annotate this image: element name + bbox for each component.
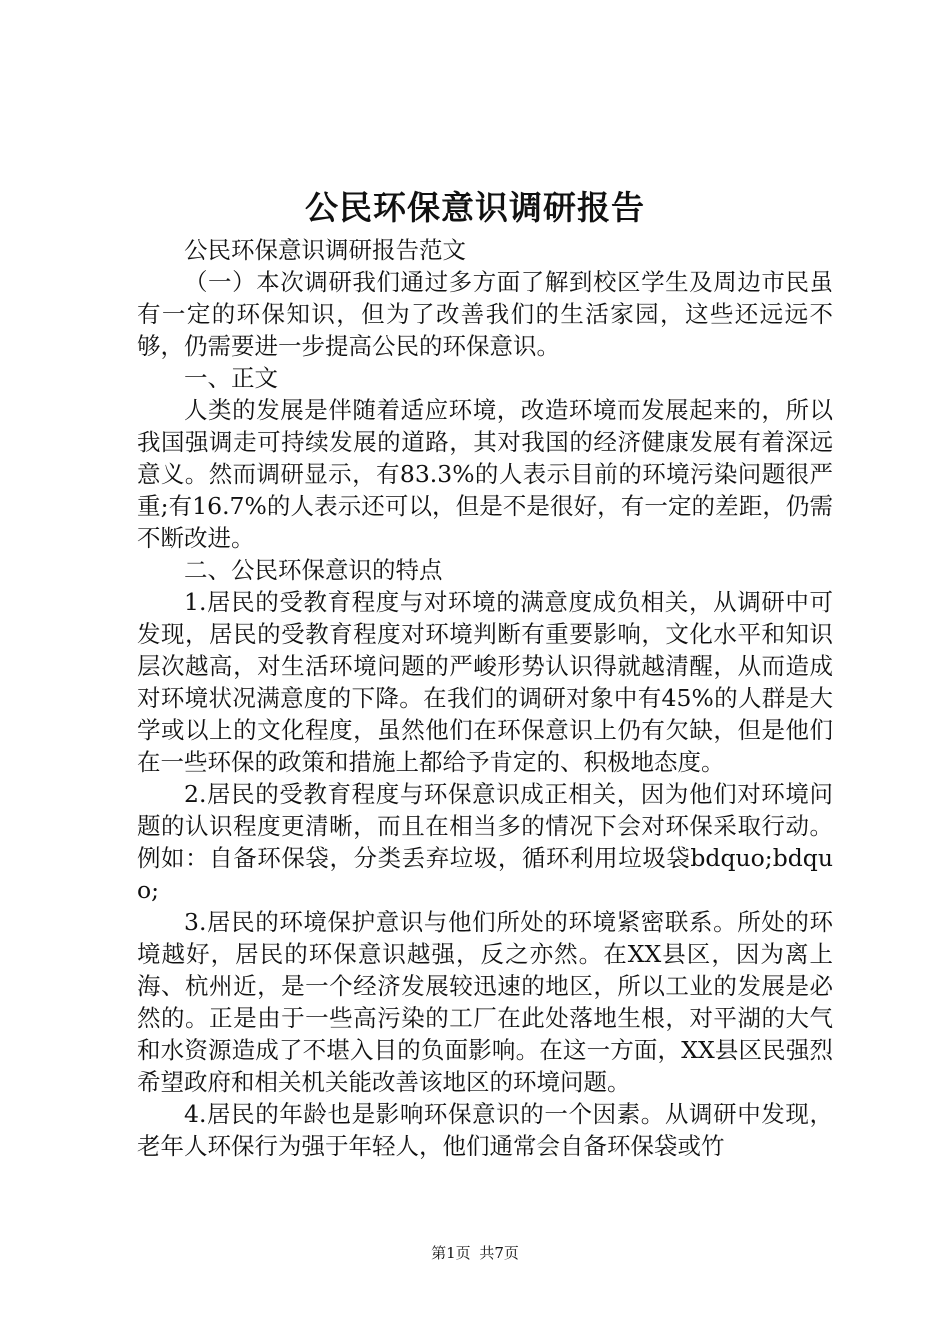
page-footer (0, 1243, 950, 1263)
paragraph-point-4: 4.居民的年龄也是影响环保意识的一个因素。从调研中发现，老年人环保行为强于年轻人，他们通常会自备环保袋或竹 (137, 1100, 833, 1160)
paragraph-point-2: 2.居民的受教育程度与环保意识成正相关，因为他们对环境问题的认识程度更清晰，而且在相当多的情况下会对环保采取行动。例如：自备环保袋，分类丢弃垃圾，循环利用垃圾袋bdquo;bdquo; (137, 780, 833, 904)
document-body (137, 234, 833, 1162)
page-number: 第1页 (431, 1244, 471, 1262)
paragraph-subtitle: 公民环保意识调研报告范文 (184, 236, 466, 264)
section-heading-features: 二、公民环保意识的特点 (184, 556, 443, 584)
paragraph-point-1: 1.居民的受教育程度与对环境的满意度成负相关，从调研中可发现，居民的受教育程度对环境判断有重要影响，文化水平和知识层次越高，对生活环境问题的严峻形势认识得就越清醒，从而造成对环境状况满意度的下降。在我们的调研对象中有45%的人群是大学或以上的文化程度，虽然他们在环保意识上仍有欠缺，但是他们在一些环保的政策和措施上都给予肯定的、积极地态度。 (137, 588, 833, 776)
section-heading-main-text: 一、正文 (184, 364, 278, 392)
document-title: 公民环保意识调研报告 (305, 188, 645, 227)
page-total: 共7页 (479, 1244, 519, 1262)
paragraph-development: 人类的发展是伴随着适应环境，改造环境而发展起来的，所以我国强调走可持续发展的道路，其对我国的经济健康发展有着深远意义。然而调研显示，有83.3%的人表示目前的环境污染问题很严重;有16.7%的人表示还可以，但是不是很好，有一定的差距，仍需不断改进。 (137, 396, 833, 552)
paragraph-point-3: 3.居民的环境保护意识与他们所处的环境紧密联系。所处的环境越好，居民的环保意识越强，反之亦然。在XX县区，因为离上海、杭州近，是一个经济发展较迅速的地区，所以工业的发展是必然的。正是由于一些高污染的工厂在此处落地生根，对平湖的大气和水资源造成了不堪入目的负面影响。在这一方面，XX县区民强烈希望政府和相关机关能改善该地区的环境问题。 (137, 908, 833, 1096)
paragraph-intro: （一）本次调研我们通过多方面了解到校区学生及周边市民虽有一定的环保知识，但为了改善我们的生活家园，这些还远远不够，仍需要进一步提高公民的环保意识。 (137, 268, 833, 360)
